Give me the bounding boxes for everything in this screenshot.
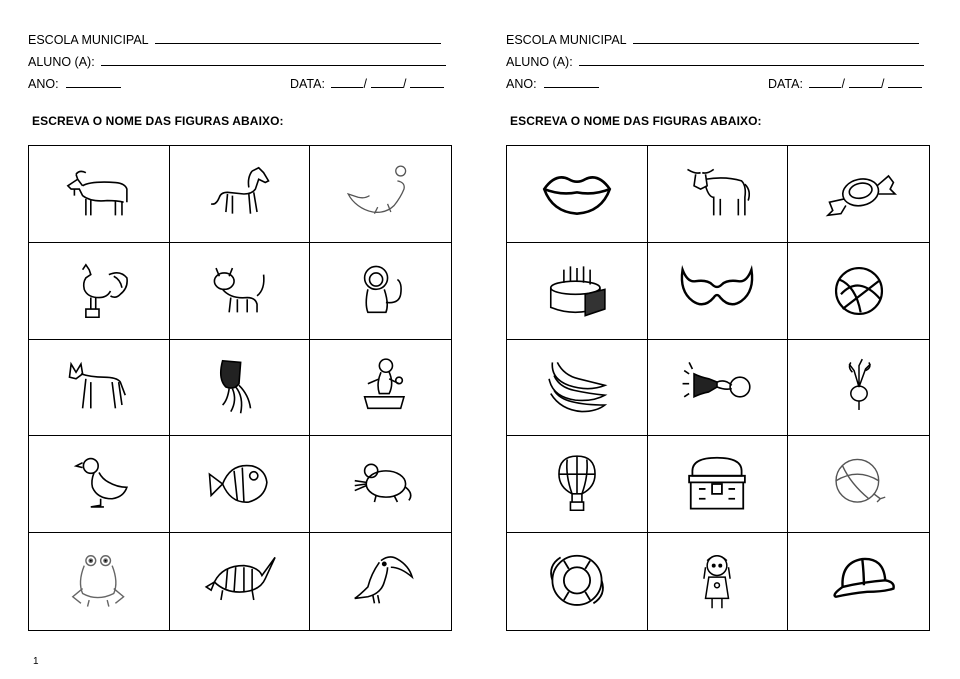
date-slash: / [402, 77, 407, 91]
beet-icon [818, 348, 900, 426]
figure-cell[interactable] [648, 436, 789, 533]
instruction: ESCREVA O NOME DAS FIGURAS ABAIXO: [510, 114, 762, 128]
year-date-line [28, 76, 458, 91]
mustache-icon [676, 252, 758, 330]
figure-cell[interactable] [788, 436, 929, 533]
student-line [28, 54, 458, 69]
figure-cell[interactable] [310, 436, 451, 533]
date-group [768, 76, 922, 91]
toucan-icon [340, 543, 422, 621]
instruction: ESCREVA O NOME DAS FIGURAS ABAIXO: [32, 114, 284, 128]
student-line [506, 54, 936, 69]
squid-icon [198, 348, 280, 426]
armadillo-icon [198, 543, 280, 621]
worksheet-right [506, 0, 936, 679]
student-blank[interactable] [101, 54, 446, 66]
date-month-blank[interactable] [371, 76, 403, 88]
figure-cell[interactable] [29, 243, 170, 340]
horn-icon [676, 348, 758, 426]
date-group [290, 76, 444, 91]
monkey-icon [340, 348, 422, 426]
figure-cell[interactable] [648, 340, 789, 437]
school-line [506, 32, 936, 47]
fish-icon [198, 445, 280, 523]
figure-cell[interactable] [310, 243, 451, 340]
date-slash: / [841, 77, 845, 91]
candy-icon [818, 155, 900, 233]
volleyball-icon [818, 252, 900, 330]
chest-icon [676, 445, 758, 523]
figure-cell[interactable] [170, 146, 311, 243]
balloon-icon [536, 445, 618, 523]
duck-icon [58, 445, 140, 523]
figure-cell[interactable] [788, 533, 929, 630]
ball-icon [818, 445, 900, 523]
worksheet-left [28, 0, 458, 679]
figure-cell[interactable] [170, 533, 311, 630]
date-label: DATA: [290, 77, 325, 91]
date-slash: / [880, 77, 885, 91]
figure-cell[interactable] [29, 340, 170, 437]
ox-icon [676, 155, 758, 233]
figure-cell[interactable] [29, 533, 170, 630]
figure-cell[interactable] [788, 340, 929, 437]
figure-cell[interactable] [648, 146, 789, 243]
figure-cell[interactable] [170, 436, 311, 533]
year-label: ANO: [28, 77, 59, 91]
figure-cell[interactable] [507, 436, 648, 533]
goat-icon [58, 155, 140, 233]
figure-cell[interactable] [310, 340, 451, 437]
figure-cell[interactable] [507, 533, 648, 630]
figure-cell[interactable] [29, 436, 170, 533]
student-label: ALUNO (A): [506, 55, 573, 69]
lips-icon [536, 155, 618, 233]
year-blank[interactable] [66, 76, 121, 88]
figure-cell[interactable] [507, 340, 648, 437]
student-blank[interactable] [579, 54, 924, 66]
frog-icon [58, 543, 140, 621]
mouse-icon [340, 445, 422, 523]
lifebuoy-icon [536, 543, 618, 621]
date-slash: / [363, 77, 367, 91]
page-number: 1 [33, 656, 39, 667]
figure-cell[interactable] [310, 533, 451, 630]
figure-cell[interactable] [648, 533, 789, 630]
figure-cell[interactable] [170, 340, 311, 437]
cake-icon [536, 252, 618, 330]
rooster-icon [58, 252, 140, 330]
cat-icon [198, 252, 280, 330]
figure-cell[interactable] [507, 243, 648, 340]
student-label: ALUNO (A): [28, 55, 95, 69]
year-label: ANO: [506, 77, 537, 91]
date-year-blank[interactable] [888, 76, 922, 88]
date-day-blank[interactable] [331, 76, 363, 88]
figures-grid [28, 145, 452, 631]
date-day-blank[interactable] [809, 76, 841, 88]
school-blank[interactable] [633, 32, 919, 44]
date-label: DATA: [768, 77, 803, 91]
doll-icon [676, 543, 758, 621]
bananas-icon [536, 348, 618, 426]
figure-cell[interactable] [507, 146, 648, 243]
date-year-blank[interactable] [410, 76, 444, 88]
figures-grid [506, 145, 930, 631]
figure-cell[interactable] [788, 243, 929, 340]
school-label: ESCOLA MUNICIPAL [506, 33, 627, 47]
figure-cell[interactable] [310, 146, 451, 243]
figure-cell[interactable] [648, 243, 789, 340]
date-month-blank[interactable] [849, 76, 881, 88]
figure-cell[interactable] [788, 146, 929, 243]
school-line [28, 32, 458, 47]
cap-icon [818, 543, 900, 621]
seal-icon [340, 155, 422, 233]
school-label: ESCOLA MUNICIPAL [28, 33, 149, 47]
lion-icon [340, 252, 422, 330]
figure-cell[interactable] [29, 146, 170, 243]
horse-icon [198, 155, 280, 233]
year-blank[interactable] [544, 76, 599, 88]
figure-cell[interactable] [170, 243, 311, 340]
year-date-line [506, 76, 936, 91]
school-blank[interactable] [155, 32, 441, 44]
wolf-icon [58, 348, 140, 426]
